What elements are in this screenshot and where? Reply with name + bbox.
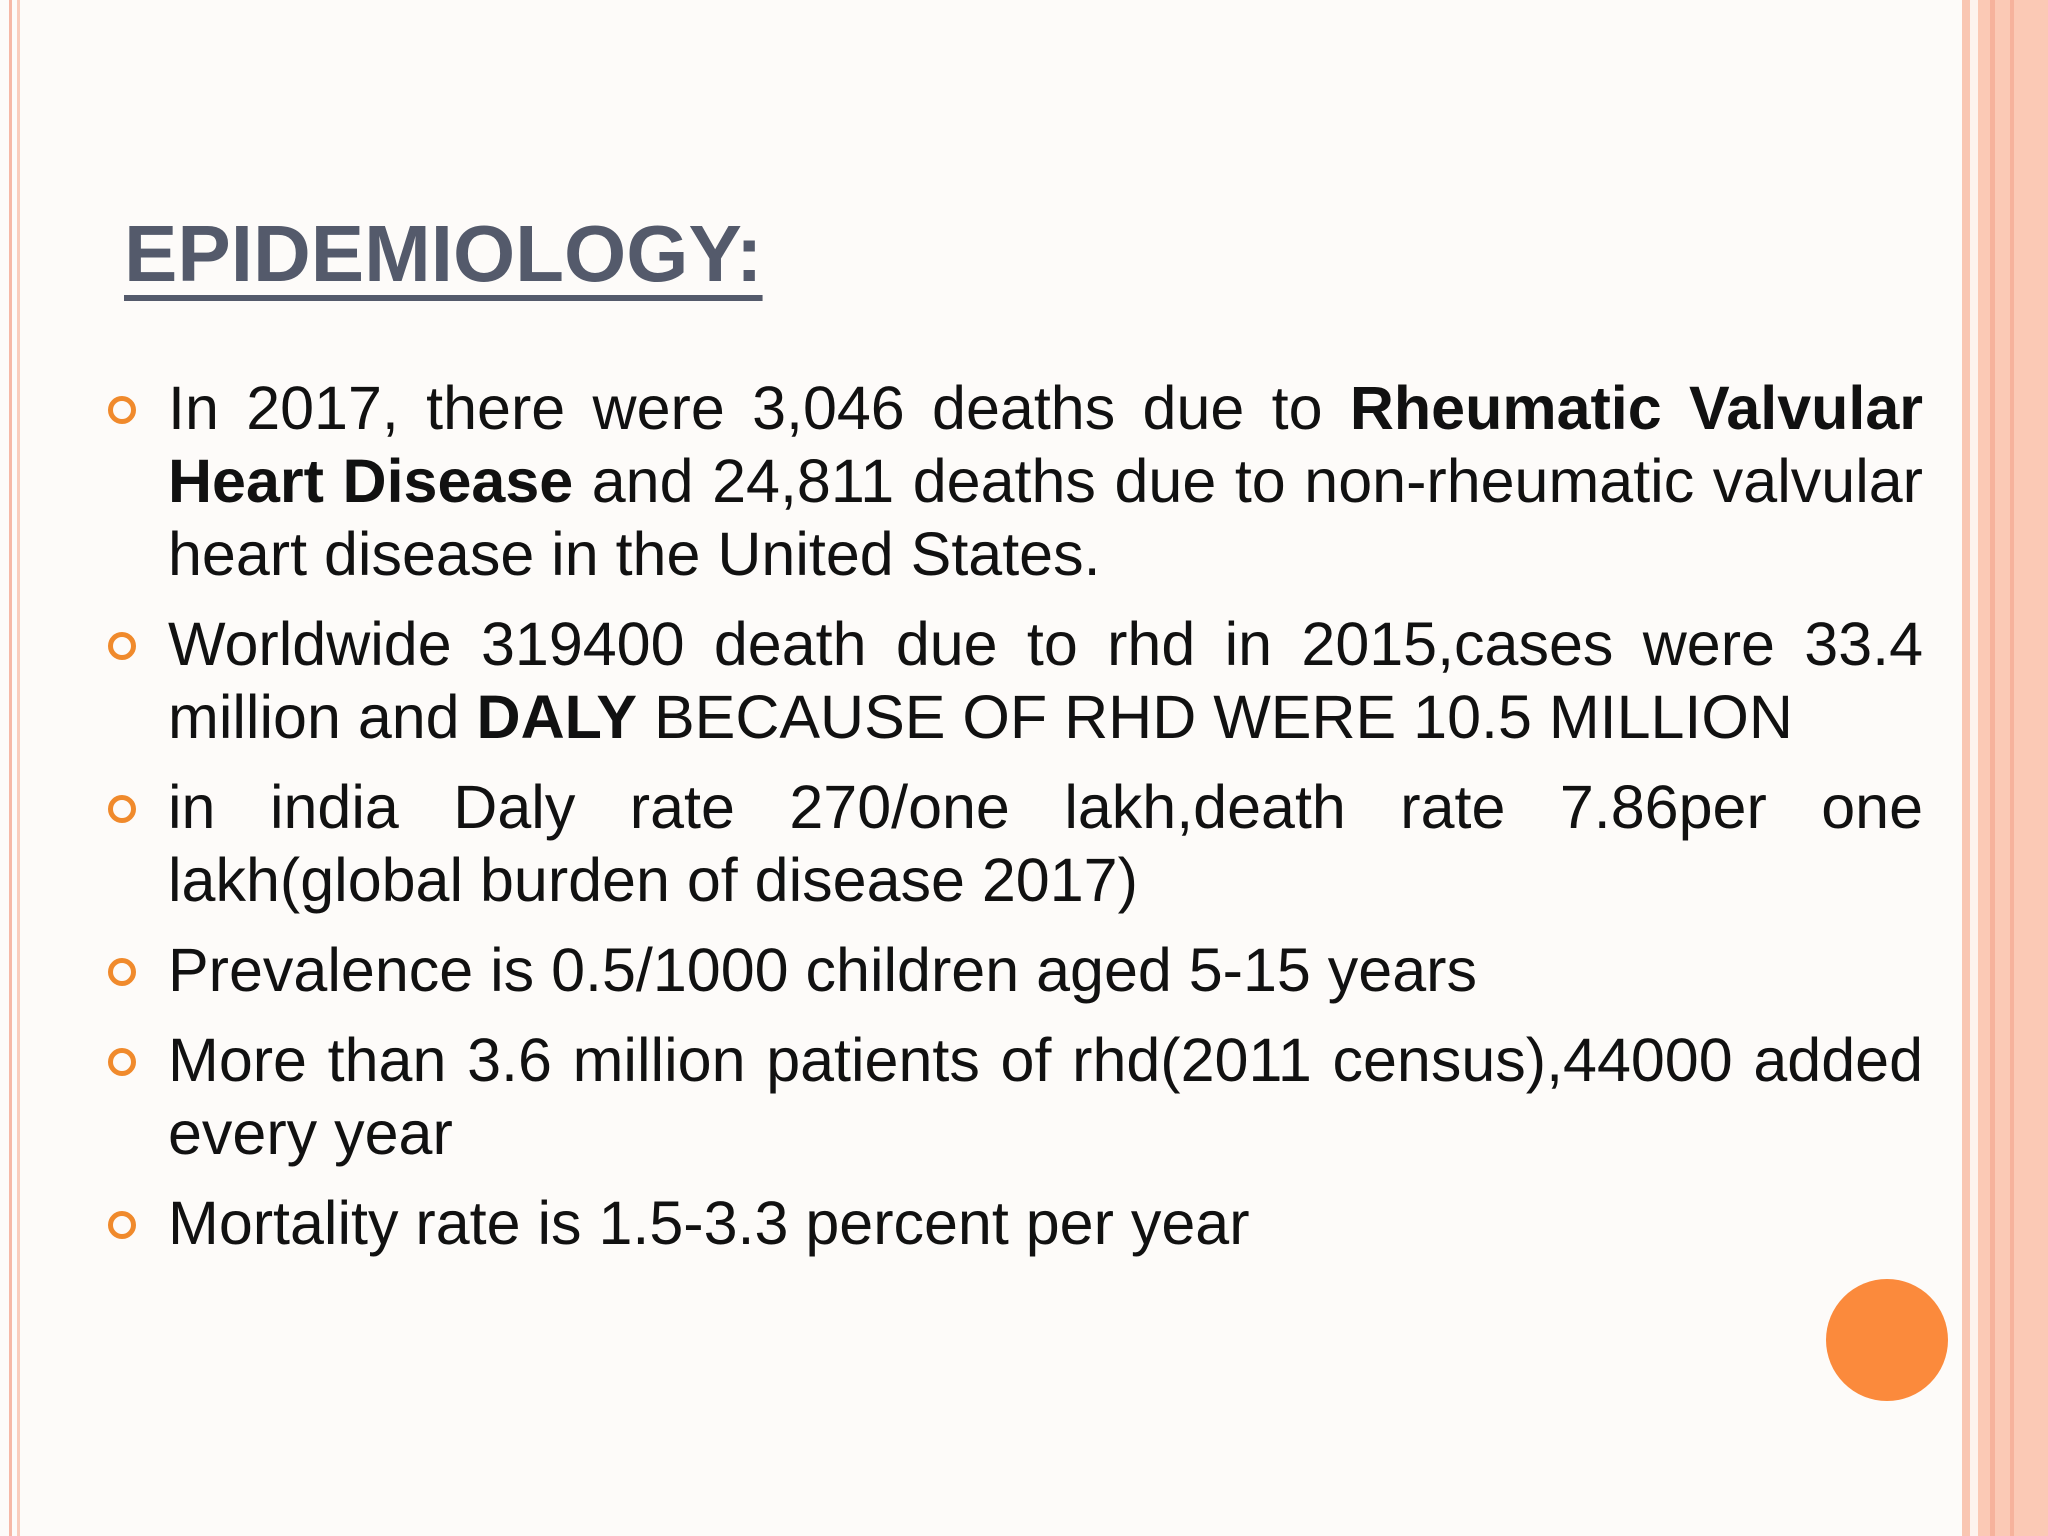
- bullet-item: [108, 372, 1923, 591]
- circle-bullet-icon: [108, 795, 136, 823]
- bullet-list: [108, 372, 1923, 1277]
- bullet-text: More than 3.6 million patients of rhd(2011 census),44000 added every year: [168, 1026, 1923, 1167]
- right-frame-line: [2010, 0, 2014, 1536]
- bullet-text: Worldwide 319400 death due to rhd in 2015,cases were 33.4 million and: [168, 610, 1923, 751]
- bullet-text: in india Daly rate 270/one lakh,death rate 7.86per one lakh(global burden of disease 2017): [168, 773, 1923, 914]
- circle-bullet-icon: [108, 632, 136, 660]
- circle-bullet-icon: [108, 1211, 136, 1239]
- right-frame-gap: [1970, 0, 1978, 1536]
- right-frame-band: [1962, 0, 1970, 1536]
- bullet-text: and 24,811 deaths due to non-rheumatic valvular heart disease in the United States.: [168, 447, 1923, 588]
- left-frame-line: [17, 0, 20, 1536]
- bullet-item: [108, 608, 1923, 754]
- circle-bullet-icon: [108, 958, 136, 986]
- bullet-bold-text: Rheumatic Valvular Heart Disease: [168, 374, 1923, 515]
- bullet-item: [108, 771, 1923, 917]
- bullet-text: BECAUSE OF RHD WERE 10.5 MILLION: [637, 683, 1793, 751]
- bullet-text: Mortality rate is 1.5-3.3 percent per year: [168, 1189, 1250, 1257]
- circle-bullet-icon: [108, 1048, 136, 1076]
- bullet-item: [108, 934, 1923, 1007]
- accent-circle-decoration: [1826, 1279, 1948, 1401]
- slide-title: EPIDEMIOLOGY:: [124, 209, 763, 298]
- right-frame-line: [1990, 0, 1995, 1536]
- bullet-text: In 2017, there were 3,046 deaths due to: [168, 374, 1350, 442]
- bullet-text: Prevalence is 0.5/1000 children aged 5-15 years: [168, 936, 1477, 1004]
- left-frame-line: [9, 0, 12, 1536]
- bullet-item: [108, 1024, 1923, 1170]
- bullet-bold-text: DALY: [476, 683, 637, 751]
- bullet-item: [108, 1187, 1923, 1260]
- circle-bullet-icon: [108, 396, 136, 424]
